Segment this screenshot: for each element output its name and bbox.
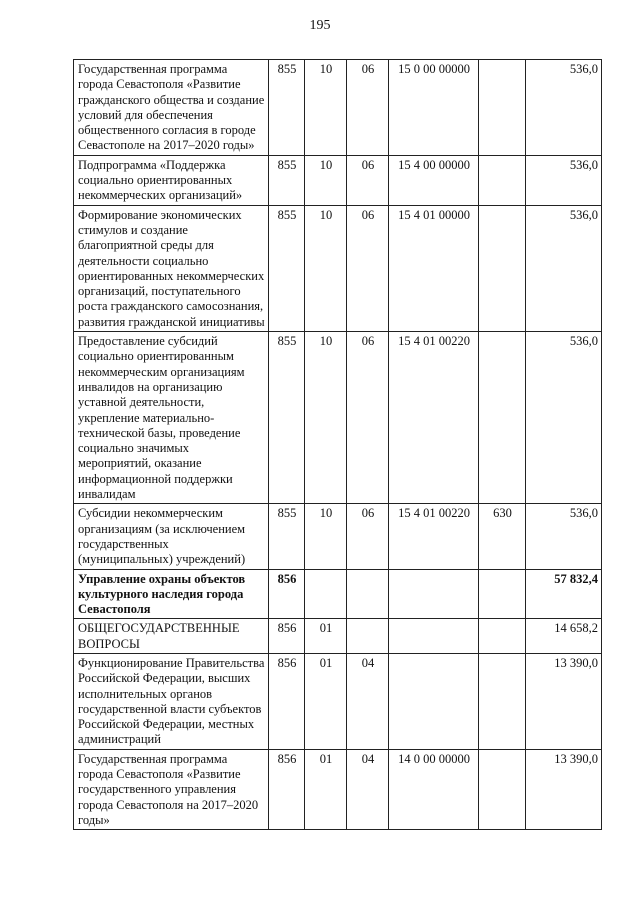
row-target-article <box>389 653 479 749</box>
row-target-article: 15 4 01 00000 <box>389 205 479 331</box>
row-name: Управление охраны объектов культурного наследия города Севастополя <box>74 569 269 619</box>
row-subsection-code: 04 <box>347 749 389 829</box>
row-expense-type <box>479 155 526 205</box>
row-target-article: 15 4 01 00220 <box>389 504 479 569</box>
row-section-code: 10 <box>305 155 347 205</box>
row-ministry-code: 856 <box>269 749 305 829</box>
row-expense-type: 630 <box>479 504 526 569</box>
row-expense-type <box>479 60 526 156</box>
table-row <box>74 60 602 156</box>
row-section-code <box>305 569 347 619</box>
row-amount: 13 390,0 <box>526 749 602 829</box>
row-amount: 536,0 <box>526 504 602 569</box>
row-target-article: 15 4 01 00220 <box>389 332 479 504</box>
table-row <box>74 205 602 331</box>
row-subsection-code <box>347 569 389 619</box>
budget-table <box>73 59 602 830</box>
row-subsection-code: 06 <box>347 60 389 156</box>
row-ministry-code: 855 <box>269 155 305 205</box>
table-row <box>74 749 602 829</box>
row-subsection-code: 06 <box>347 504 389 569</box>
row-amount: 536,0 <box>526 205 602 331</box>
row-amount: 57 832,4 <box>526 569 602 619</box>
row-amount: 13 390,0 <box>526 653 602 749</box>
row-target-article: 15 4 00 00000 <box>389 155 479 205</box>
row-name: ОБЩЕГОСУДАРСТВЕННЫЕ ВОПРОСЫ <box>74 619 269 654</box>
row-amount: 536,0 <box>526 155 602 205</box>
table-row <box>74 155 602 205</box>
row-ministry-code: 856 <box>269 653 305 749</box>
row-target-article: 14 0 00 00000 <box>389 749 479 829</box>
row-ministry-code: 855 <box>269 205 305 331</box>
row-amount: 14 658,2 <box>526 619 602 654</box>
row-section-code: 10 <box>305 205 347 331</box>
table-row <box>74 619 602 654</box>
row-expense-type <box>479 653 526 749</box>
row-target-article: 15 0 00 00000 <box>389 60 479 156</box>
row-section-code: 10 <box>305 504 347 569</box>
page-number: 195 <box>309 18 331 33</box>
row-subsection-code: 06 <box>347 155 389 205</box>
table-row <box>74 332 602 504</box>
row-name: Государственная программа города Севастополя «Развитие государственного управления города Севастополя на 2017–2020 годы» <box>74 749 269 829</box>
row-subsection-code <box>347 619 389 654</box>
row-section-code: 01 <box>305 653 347 749</box>
row-name: Формирование экономических стимулов и создание благоприятной среды для деятельности социально ориентированных некоммерческих организаций, поступательного роста гражданского самосознания, развития гражданской инициативы <box>74 205 269 331</box>
row-ministry-code: 856 <box>269 619 305 654</box>
row-expense-type <box>479 619 526 654</box>
row-target-article <box>389 569 479 619</box>
row-subsection-code: 06 <box>347 205 389 331</box>
table-row <box>74 653 602 749</box>
row-ministry-code: 855 <box>269 504 305 569</box>
row-section-code: 10 <box>305 60 347 156</box>
row-expense-type <box>479 332 526 504</box>
row-section-code: 01 <box>305 749 347 829</box>
row-expense-type <box>479 569 526 619</box>
row-subsection-code: 06 <box>347 332 389 504</box>
row-target-article <box>389 619 479 654</box>
row-ministry-code: 856 <box>269 569 305 619</box>
row-section-code: 10 <box>305 332 347 504</box>
row-name: Функционирование Правительства Российской Федерации, высших исполнительных органов государственной власти субъектов Российской Федерации, местных администраций <box>74 653 269 749</box>
row-ministry-code: 855 <box>269 60 305 156</box>
table-row <box>74 569 602 619</box>
row-name: Предоставление субсидий социально ориентированным некоммерческим организациям инвалидов на организацию уставной деятельности, укрепление материально-технической базы, проведение социально значимых мероприятий, оказание информационной поддержки инвалидам <box>74 332 269 504</box>
table-body <box>74 60 602 830</box>
row-amount: 536,0 <box>526 332 602 504</box>
row-name: Подпрограмма «Поддержка социально ориентированных некоммерческих организаций» <box>74 155 269 205</box>
row-expense-type <box>479 749 526 829</box>
row-expense-type <box>479 205 526 331</box>
row-ministry-code: 855 <box>269 332 305 504</box>
row-name: Субсидии некоммерческим организациям (за исключением государственных (муниципальных) учреждений) <box>74 504 269 569</box>
row-section-code: 01 <box>305 619 347 654</box>
row-name: Государственная программа города Севастополя «Развитие гражданского общества и создание условий для обеспечения общественного согласия в городе Севастополе на 2017–2020 годы» <box>74 60 269 156</box>
table-row <box>74 504 602 569</box>
row-amount: 536,0 <box>526 60 602 156</box>
row-subsection-code: 04 <box>347 653 389 749</box>
